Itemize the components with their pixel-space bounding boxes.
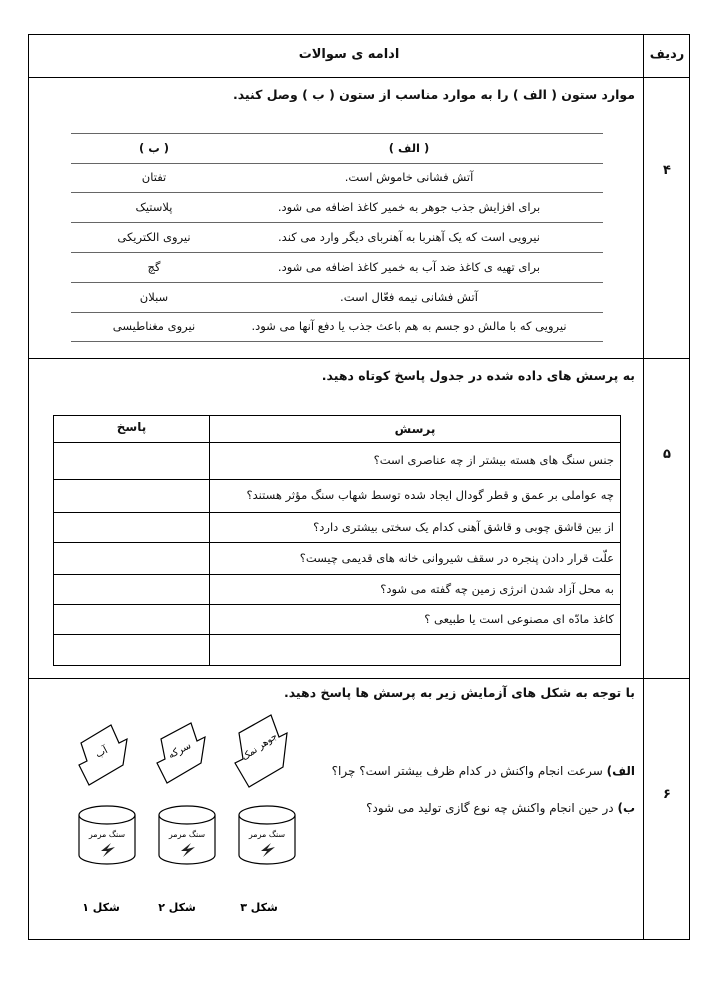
column-b-item: نیروی مغناطیسی bbox=[112, 319, 196, 333]
q6-part-b bbox=[366, 801, 635, 815]
table-question: کاغذ مادّه ای مصنوعی است یا طبیعی ؟ bbox=[424, 612, 614, 626]
table-question: چه عواملی بر عمق و قطر گودال ایجاد شده توسط شهاب سنگ مؤثر هستند؟ bbox=[246, 488, 614, 502]
answer-cell[interactable] bbox=[54, 512, 209, 542]
figure-1 bbox=[79, 725, 135, 914]
match-table-line bbox=[71, 282, 603, 283]
column-b-header: ( ب ) bbox=[138, 141, 170, 155]
q4-instruction: موارد ستون ( الف ) را به موارد مناسب از ستون ( ب ) وصل کنید. bbox=[232, 87, 635, 102]
figure-caption: شکل ۱ bbox=[82, 901, 120, 914]
column-b-item: نیروی الکتریکی bbox=[117, 230, 191, 244]
figure-caption: شکل ۳ bbox=[240, 901, 278, 914]
column-a-item: آتش فشانی خاموش است. bbox=[344, 170, 474, 184]
column-a-item: نیرویی که با مالش دو جسم به هم باعث جذب یا دفع آنها می شود. bbox=[251, 319, 567, 333]
answer-cell[interactable] bbox=[54, 574, 209, 604]
beaker-rim bbox=[239, 806, 295, 824]
arrow-label-hydrochloric-acid: جوهر نمک bbox=[239, 730, 280, 764]
match-table-line bbox=[71, 163, 603, 164]
figure-3 bbox=[235, 715, 295, 914]
table-question: جنس سنگ های هسته بیشتر از چه عناصری است؟ bbox=[373, 453, 614, 467]
beaker-rim bbox=[159, 806, 215, 824]
table-question: از بین قاشق چوبی و قاشق آهنی کدام یک سختی بیشتری دارد؟ bbox=[313, 520, 614, 534]
q5-instruction: به پرسش های داده شده در جدول پاسخ کوتاه دهید. bbox=[321, 368, 635, 383]
answer-cell[interactable] bbox=[54, 442, 209, 479]
part-b-text: در حین انجام واکنش چه نوع گازی تولید می شود؟ bbox=[366, 801, 618, 815]
column-a-item: آتش فشانی نیمه فعّال است. bbox=[340, 290, 478, 304]
figure-2 bbox=[157, 723, 215, 914]
column-b-item: سبلان bbox=[139, 290, 169, 304]
exam-sheet bbox=[28, 34, 690, 940]
column-a-item: نیرویی است که یک آهنربا به آهنربای دیگر وارد می کند. bbox=[278, 230, 540, 244]
short-answer-table bbox=[53, 415, 621, 666]
beaker-label: سنگ مرمر bbox=[168, 830, 206, 839]
match-table-line bbox=[71, 192, 603, 193]
answer-cell[interactable] bbox=[54, 542, 209, 574]
row-column-label: ردیف bbox=[649, 47, 685, 62]
match-table-line bbox=[71, 312, 603, 313]
match-table-line bbox=[71, 252, 603, 253]
match-table-line bbox=[71, 133, 603, 134]
arrow-label-vinegar: سرکه bbox=[166, 740, 194, 762]
column-b-item: پلاستیک bbox=[135, 200, 173, 214]
beaker-label: سنگ مرمر bbox=[88, 830, 126, 839]
part-a-label: الف) bbox=[606, 764, 635, 778]
match-table-line bbox=[71, 341, 603, 342]
part-a-text: سرعت انجام واکنش در کدام ظرف بیشتر است؟ چرا؟ bbox=[331, 764, 607, 778]
arrow-label-water: آب bbox=[93, 745, 110, 761]
page-title: ادامه ی سوالات bbox=[298, 47, 400, 62]
answer-cell[interactable] bbox=[54, 479, 209, 512]
q5-number: ۵ bbox=[663, 447, 671, 462]
experiment-figures bbox=[49, 703, 349, 923]
part-b-label: ب) bbox=[617, 801, 635, 815]
figure-caption: شکل ۲ bbox=[158, 901, 196, 914]
question-column-header: پرسش bbox=[394, 422, 436, 436]
column-a-header: ( الف ) bbox=[388, 141, 430, 155]
q4-q5-divider bbox=[29, 358, 689, 359]
table-question: به محل آزاد شدن انرژی زمین چه گفته می شود؟ bbox=[380, 582, 614, 596]
beaker-label: سنگ مرمر bbox=[248, 830, 286, 839]
q6-part-a bbox=[332, 764, 635, 778]
answer-column-header: پاسخ bbox=[116, 420, 147, 434]
column-a-item: برای تهیه ی کاغذ ضد آب به خمیر کاغذ اضافه می شود. bbox=[277, 260, 541, 274]
column-a-item: برای افزایش جذب جوهر به خمیر کاغذ اضافه می شود. bbox=[277, 200, 541, 214]
header-divider bbox=[29, 77, 689, 78]
column-b-item: گچ bbox=[147, 260, 161, 274]
table-question: علّت قرار دادن پنجره در سقف شیروانی خانه های قدیمی چیست؟ bbox=[299, 551, 614, 565]
table-column-divider bbox=[209, 416, 210, 665]
q6-number: ۶ bbox=[663, 787, 671, 802]
q6-instruction: با توجه به شکل های آزمایش زیر به پرسش ها پاسخ دهید. bbox=[283, 685, 635, 700]
column-b-item: تفتان bbox=[141, 170, 167, 184]
q4-number: ۴ bbox=[663, 163, 671, 178]
match-table-line bbox=[71, 222, 603, 223]
answer-cell[interactable] bbox=[54, 604, 209, 634]
beaker-rim bbox=[79, 806, 135, 824]
table-row-divider bbox=[54, 634, 620, 635]
q5-q6-divider bbox=[29, 678, 689, 679]
